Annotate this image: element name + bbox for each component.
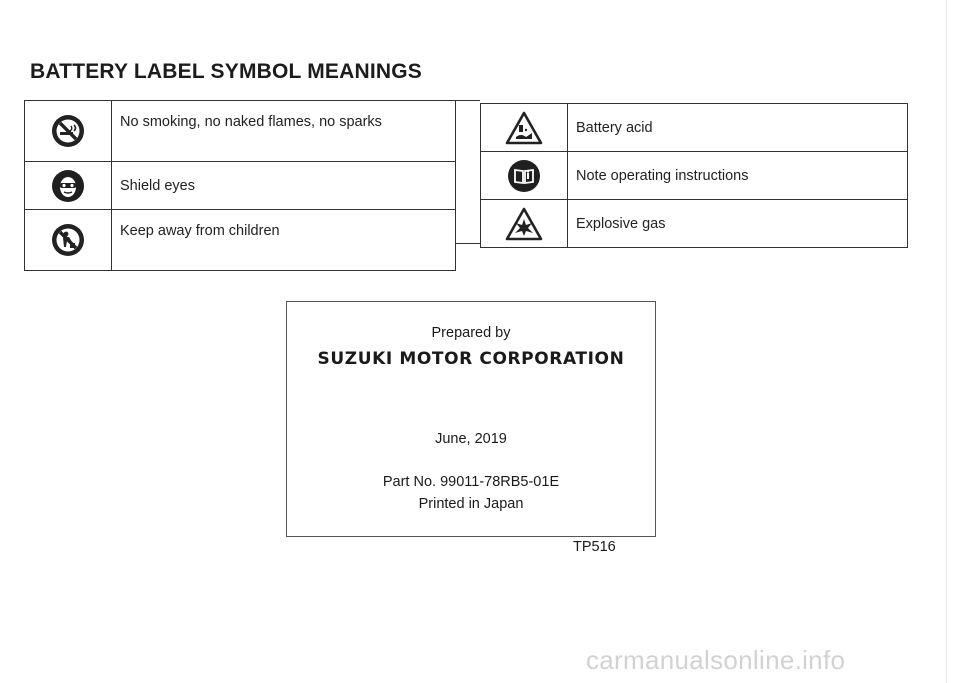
- company-name: SUZUKI MOTOR CORPORATION: [317, 349, 625, 369]
- table-row: [25, 210, 456, 271]
- symbol-label: Note operating instructions: [568, 152, 908, 200]
- symbol-cell: [25, 162, 112, 210]
- publication-info-box: [286, 301, 656, 537]
- publication-date: June, 2019: [435, 431, 507, 447]
- no-smoking-icon: [51, 114, 85, 148]
- symbol-cell: [481, 152, 568, 200]
- keep-away-children-icon: [51, 223, 85, 257]
- symbol-cell: [481, 104, 568, 152]
- shield-eyes-icon: [51, 169, 85, 203]
- table-row: [481, 200, 908, 248]
- symbol-label: Explosive gas: [568, 200, 908, 248]
- printed-in-text: Printed in Japan: [418, 496, 524, 512]
- part-number: Part No. 99011-78RB5-01E: [382, 474, 560, 490]
- battery-acid-icon: [505, 111, 543, 145]
- operating-instructions-icon: [507, 159, 541, 193]
- symbol-label: Battery acid: [568, 104, 908, 152]
- watermark-text: carmanualsonline.info: [586, 645, 846, 675]
- symbol-table-right: [480, 103, 908, 248]
- symbol-cell: [25, 210, 112, 271]
- table-row: [481, 152, 908, 200]
- symbol-cell: [481, 200, 568, 248]
- page-heading: BATTERY LABEL SYMBOL MEANINGS: [30, 60, 422, 83]
- prepared-by-text: Prepared by: [431, 325, 511, 341]
- table-row: [481, 104, 908, 152]
- symbol-label: Shield eyes: [112, 162, 456, 210]
- symbol-table-left: [24, 100, 456, 271]
- symbol-cell: [25, 101, 112, 162]
- symbol-label: No smoking, no naked flames, no sparks: [112, 101, 456, 162]
- table-divider: [456, 100, 480, 244]
- page-edge-divider: [946, 0, 947, 683]
- symbol-label: Keep away from children: [112, 210, 456, 271]
- table-row: [25, 101, 456, 162]
- table-row: [25, 162, 456, 210]
- document-code: TP516: [573, 539, 616, 555]
- explosive-gas-icon: [505, 207, 543, 241]
